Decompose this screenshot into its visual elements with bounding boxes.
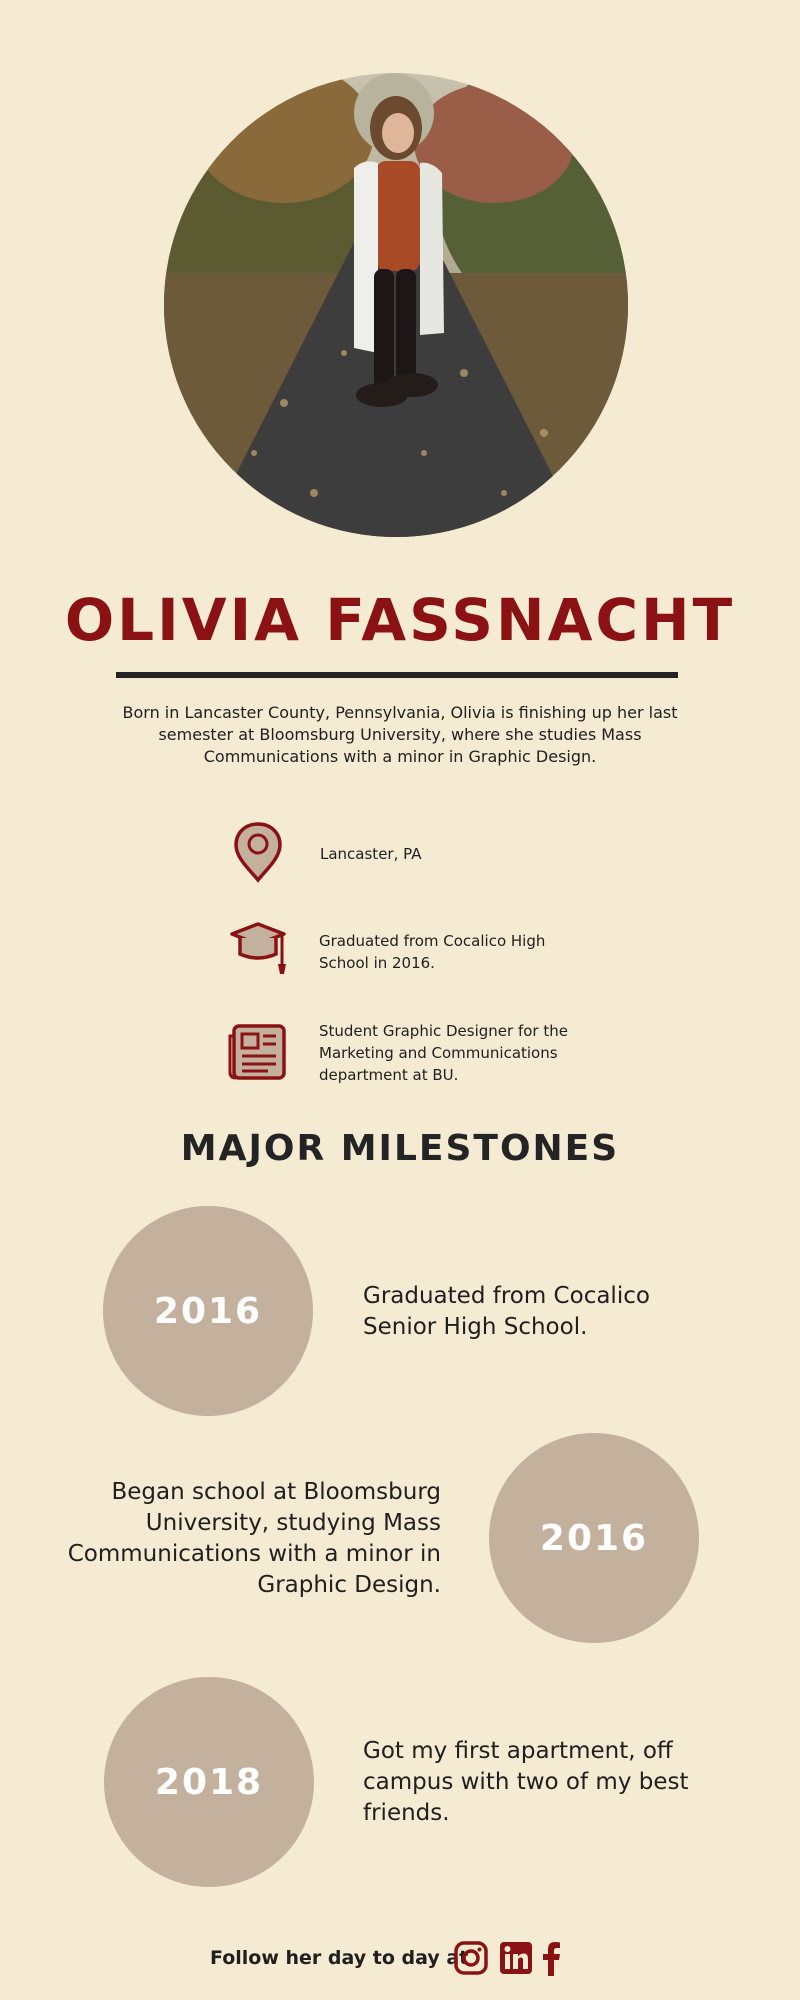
follow-text: Follow her day to day at: [210, 1947, 469, 1969]
milestone-year-circle: [489, 1433, 699, 1643]
milestone-description: Graduated from Cocalico Senior High School.: [363, 1283, 650, 1340]
milestone-year: 2018: [154, 1761, 264, 1803]
instagram-icon[interactable]: [453, 1940, 489, 1976]
milestones-title: MAJOR MILESTONES: [180, 1128, 620, 1169]
location-pin-icon: [230, 820, 286, 884]
profile-name: OLIVIA FASSNACHT: [64, 586, 736, 654]
milestone-year: 2016: [153, 1290, 263, 1332]
fact-graduation: Graduated from Cocalico High School in 2016.: [319, 932, 546, 972]
linkedin-icon[interactable]: [498, 1940, 534, 1976]
milestone-year-circle: [104, 1677, 314, 1887]
milestone-year: 2016: [539, 1517, 649, 1559]
divider: [116, 672, 678, 678]
milestone-description: Got my first apartment, off campus with two of my best friends.: [363, 1738, 689, 1826]
milestone-year-circle: [103, 1206, 313, 1416]
profile-photo: [164, 73, 628, 537]
graduation-cap-icon: [228, 918, 288, 982]
profile-bio: Born in Lancaster County, Pennsylvania, Olivia is finishing up her last semester at Bloomsburg University, where she studies Mass Communications with a minor in Graphic Design.: [122, 703, 678, 766]
milestone-description: Began school at Bloomsburg University, studying Mass Communications with a minor in Graphic Design.: [67, 1479, 441, 1598]
fact-job: Student Graphic Designer for the Marketing and Communications department at BU.: [319, 1022, 568, 1084]
fact-location: Lancaster, PA: [320, 845, 422, 863]
newspaper-icon: [228, 1020, 288, 1084]
facebook-icon[interactable]: [538, 1940, 564, 1976]
